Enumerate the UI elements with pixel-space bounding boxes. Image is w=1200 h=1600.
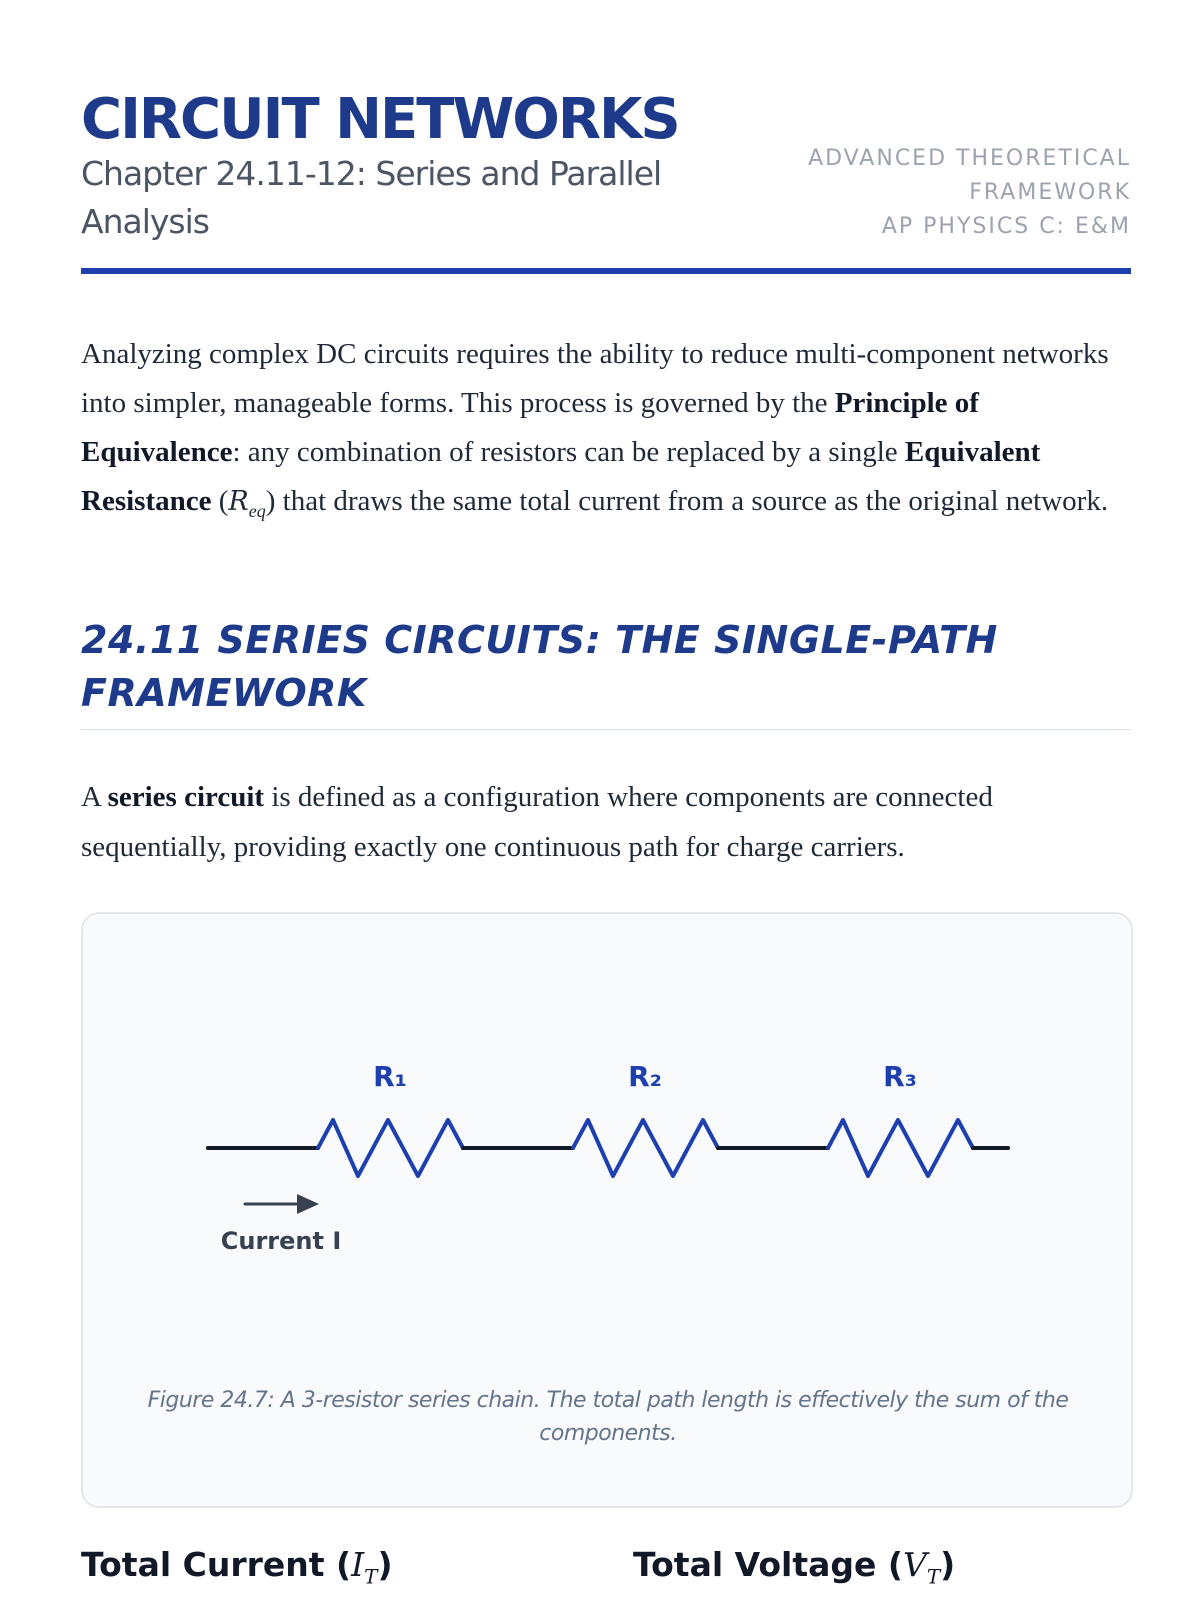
section-heading: 24.11 SERIES CIRCUITS: THE SINGLE-PATH FRAMEWORK	[81, 618, 998, 715]
heading-text: )	[377, 1545, 393, 1584]
header-divider	[81, 268, 1131, 274]
resistor-2-symbol	[573, 1120, 718, 1176]
resistor-2-label: R₂	[628, 1060, 662, 1093]
heading-text: )	[940, 1545, 956, 1584]
intro-text: Analyzing complex DC circuits requires the ability to reduce multi-component networks into simpler, manageable forms. This process is governed by the	[81, 338, 1109, 419]
heading-text: Total Current (	[81, 1545, 352, 1584]
definition-text: is defined as a configuration where components are connected sequentially, providing exactly one continuous path for charge carriers.	[81, 781, 993, 863]
intro-text: : any combination of resistors can be replaced by a single	[232, 436, 905, 468]
intro-text: (	[211, 485, 229, 517]
req-subscript: eq	[248, 500, 266, 521]
resistor-1-symbol	[318, 1120, 463, 1176]
page-title: CIRCUIT NETWORKS	[81, 87, 679, 152]
section-divider	[81, 729, 1131, 730]
resistor-3-symbol	[828, 1120, 973, 1176]
req-symbol: R	[228, 486, 249, 517]
intro-paragraph	[81, 330, 1131, 536]
total-current-heading	[81, 1545, 393, 1589]
course-meta	[808, 142, 1131, 244]
series-definition	[81, 772, 1131, 872]
totals-headings	[81, 1545, 1131, 1600]
voltage-subscript: T	[926, 1564, 941, 1589]
series-circuit-term: series circuit	[107, 781, 265, 813]
current-subscript: T	[364, 1564, 378, 1589]
equivalent-resistance-term: Equivalent Resistance	[81, 436, 1041, 517]
meta-line: AP PHYSICS C: E&M	[881, 214, 1131, 239]
series-circuit-figure	[81, 912, 1133, 1508]
resistor-1-label: R₁	[373, 1060, 407, 1093]
current-symbol: I	[351, 1545, 365, 1584]
current-arrow-icon	[245, 1194, 319, 1214]
heading-text: Total Voltage (	[633, 1545, 903, 1584]
page-subtitle: Chapter 24.11-12: Series and Parallel Analysis	[81, 154, 662, 241]
intro-text: ) that draws the same total current from a source as the original network.	[265, 485, 1109, 517]
definition-text: A	[81, 781, 108, 813]
page-header	[81, 80, 1131, 276]
figure-caption: Figure 24.7: A 3-resistor series chain. The total path length is effectively the sum of the components.	[147, 1388, 1069, 1446]
meta-line: ADVANCED THEORETICAL	[808, 146, 1131, 171]
resistor-3-label: R₃	[883, 1060, 917, 1093]
voltage-symbol: V	[902, 1545, 927, 1584]
current-label: Current I	[220, 1227, 342, 1255]
total-voltage-heading	[633, 1545, 955, 1589]
meta-line: FRAMEWORK	[969, 180, 1131, 205]
principle-term: Principle of Equivalence	[81, 387, 979, 468]
